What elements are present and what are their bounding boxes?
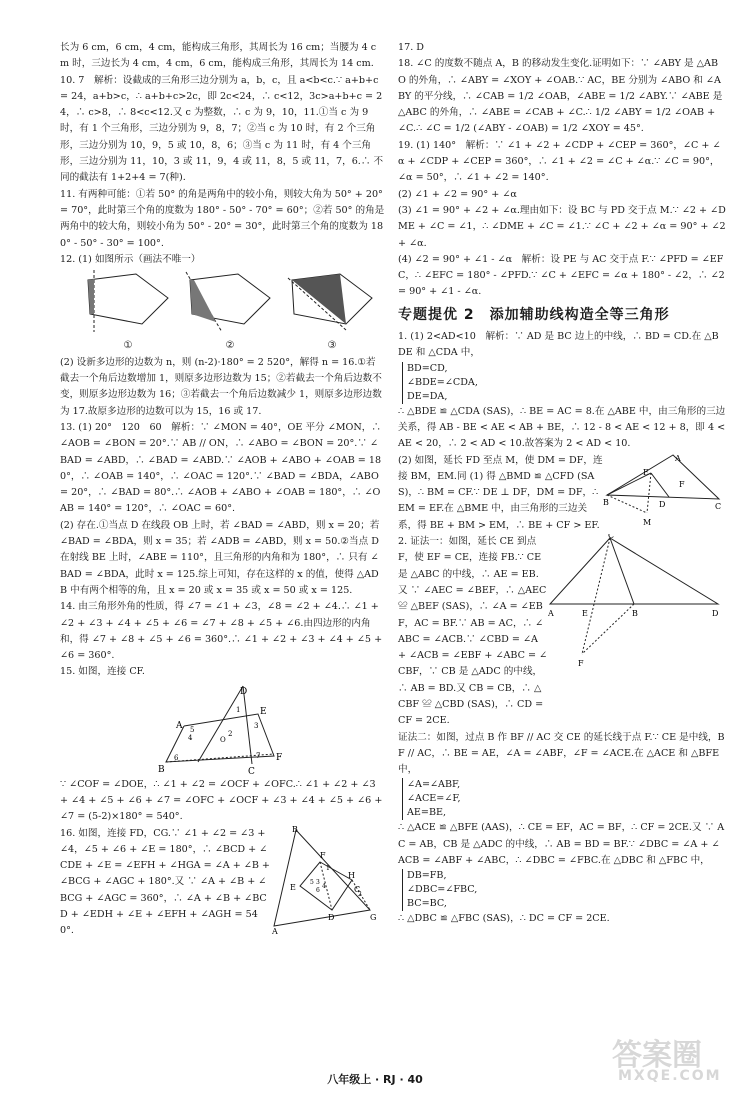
figure-15-point-A: A [175, 720, 182, 731]
figure-15-angle-5: 5 [189, 725, 194, 734]
figure-16-point-H: H [348, 870, 355, 880]
figure-15-angle-1: 1 [235, 705, 240, 714]
answer-12-part1: 12. (1) 如图所示（画法不唯一） [60, 253, 201, 265]
figure-topic-2-point-B: B [632, 609, 638, 619]
figure-15-point-E: E [259, 706, 267, 717]
figure-16-angle-2: 2 [358, 890, 362, 898]
answer-14: 14. 由三角形外角的性质，得 ∠7 = ∠1 + ∠3，∠8 = ∠2 + ∠4.∴ ∠1 + ∠2 + ∠3 + ∠4 + ∠5 + ∠6 = ∠7 + ∠8 + ∠5 + ∠6.由四边形的内角和，得 ∠7 + ∠8 + ∠5 + ∠6 = 360°.∴ ∠1 + ∠2 + ∠3 + ∠4 + ∠5 + ∠6 = 360°. [60, 601, 383, 662]
figure-15-angle-4: 4 [187, 733, 192, 742]
figure-15-angle-2: 2 [227, 729, 232, 738]
figure-topic-2-point-E: E [582, 609, 588, 619]
answer-19-part4: (4) ∠2 = 90° + ∠1 - ∠α 解析：设 PE 与 AC 交于点 F.∵ ∠PFD = ∠EFC，∴ ∠EFC = 180° - ∠PFD.∵ ∠C + ∠EFC = ∠α + 180° - ∠2，∴ ∠2 = 90° + ∠1 - ∠α. [398, 253, 725, 298]
figure-16-point-F: F [320, 850, 326, 860]
topic-2-proof-1: 2. 证法一：如图，延长 CE 到点 F，使 EF = CE，连接 FB.∵ CE 是 △ABC 的中线，∴ AE = EB.又 ∵ ∠AEC = ∠BEF，∴ △AEC ≌ △BEF (SAS)，∴ ∠A = ∠EBF，AC = BF.∵ AB = AC，∴ ∠ABC = ∠ACB.∵ ∠CBD = ∠A + ∠ACB = ∠EBF + ∠ABC = ∠CBF，∵ CB 是 △ADC 的中线，∴ AB = BD.又 CB = CB，∴ △CBF ≌ △CBD (SAS)，∴ CD = CF = 2CE. [398, 536, 548, 727]
figure-12-polygon-2 [182, 270, 278, 355]
topic-2-proof-2-conclusion: ∴ △DBC ≌ △FBC (SAS)，∴ DC = CF = 2CE. [398, 913, 610, 925]
figure-15-angle-3: 3 [253, 721, 258, 730]
figure-topic-1 [603, 453, 723, 533]
answer-13-part2: (2) 存在.①当点 D 在线段 OB 上时，若 ∠BAD = ∠ABD，则 x = 20；若 ∠BAD = ∠BDA，则 x = 35；若 ∠ADB = ∠ABD，则 x = 50.②当点 D 在射线 BE 上时，∠ABE = 110°，且三角形的内角和为 180°，∴ 只有 ∠BAD = ∠BDA，此时 x = 125.综上可知，存在这样的 x 的值，使得 △ADB 中有两个相等的角，且 x = 20 或 x = 35 或 x = 50 或 x = 125. [60, 519, 380, 596]
figure-topic-1-point-C: C [715, 501, 722, 511]
figure-12-label-2: ② [225, 340, 235, 352]
figure-15-point-O: O [219, 735, 226, 744]
figure-16-angle-6: 6 [316, 886, 320, 894]
figure-15-point-F: F [275, 752, 282, 763]
watermark-url: MXQE.COM [618, 1068, 722, 1084]
figure-12-polygons [80, 270, 380, 355]
topic-2-proof-2: 证法二：如图，过点 B 作 BF // AC 交 CE 的延长线于点 F.∵ CE 是中线，BF // AC，∴ BE = AE，∠A = ∠ABF，∠F = ∠ACE.在 △ACE 和 △BFE 中， [398, 731, 725, 776]
figure-12-label-3: ③ [327, 340, 337, 352]
answer-17: 17. D [398, 42, 424, 53]
right-column [398, 40, 726, 928]
topic-1-part1-conclusion: ∴ △BDE ≌ △CDA (SAS)，∴ BE = AC = 8.在 △ABE 中，由三角形的三边关系，得 AB - BE < AE < AB + BE，∴ 12 - 8 < AE < 12 + 8，即 4 < AE < 20，∴ 2 < AD < 10.故答案为 2 < AD < 10. [398, 405, 726, 450]
figure-15-angle-6: 6 [173, 753, 178, 762]
figure-16-angle-1: 1 [326, 864, 330, 872]
figure-16-point-B: B [292, 825, 298, 834]
brace-condition-2 [402, 778, 461, 820]
topic-2-proof-1-block [398, 534, 726, 730]
answer-16: 16. 如图，连接 FD，CG.∵ ∠1 + ∠2 = ∠3 + ∠4，∠5 + ∠6 + ∠E = 180°，∴ ∠BCD + ∠CDE + ∠E = ∠EFH + ∠HGA = ∠A + ∠B + ∠BCG + ∠AGC + 180°.又 ∵ ∠A + ∠B + ∠BCG + ∠AGC = 360°，∴ ∠A + ∠B + ∠BCD + ∠EDH + ∠E + ∠EFH + ∠AGH = 540°. [60, 827, 270, 937]
figure-topic-1-point-B: B [603, 497, 609, 507]
watermark [600, 1030, 740, 1090]
answer-15-proof: ∵ ∠COF = ∠DOE，∴ ∠1 + ∠2 = ∠OCF + ∠OFC.∴ ∠1 + ∠2 + ∠3 + ∠4 + ∠5 + ∠6 + ∠7 = ∠OFC + ∠OCF + ∠3 + ∠4 + ∠5 + ∠6 + ∠7 = (5-2)×180° = 540°. [60, 778, 383, 823]
figure-15 [148, 684, 298, 774]
topic-1-part1: 1. (1) 2<AD<10 解析：∵ AD 是 BC 边上的中线，∴ BD = CD.在 △BDE 和 △CDA 中， [398, 331, 719, 359]
figure-16-angle-4: 4 [322, 882, 326, 890]
figure-15-point-B: B [157, 764, 165, 774]
topic-1-part2-block [398, 453, 726, 534]
answer-10: 10. 7 解析：设截成的三角形三边分别为 a，b，c，且 a<b<c.∵ a+b+c = 24，a+b>c，∴ a+b+c>2c，即 2c<24，∴ c<12，3c>a+b+c = 24，∴ c>8，∴ 8<c<12.又 c 为整数，∴ c 为 9，10，11.①当 c 为 9 时，有 1 个三角形，三边分别为 9，8，7；②当 c 为 10 时，有 2 个三角形，三边分别为 10，9，5 或 10，8，6；③当 c 为 11 时，有 4 个三角形，三边分别为 11，10，3 或 11，9，4 或 11，8，5 或 11，7，6.∴ 不同的截法有 1+2+4 = 7(种). [60, 74, 384, 184]
brace-condition-1 [402, 362, 478, 404]
answer-15-intro: 15. 如图，连接 CF. [60, 666, 145, 678]
topic-2-proof-2-continued: ∴ △ACE ≌ △BFE (AAS)，∴ CE = EF，AC = BF，∴ CF = 2CE.又 ∵ AC = AB，CB 是 △ADC 的中线，∴ AB = BD = BF.∵ ∠DBC = ∠A + ∠ACB = ∠ABF + ∠ABC，∴ ∠DBC = ∠FBC.在 △DBC 和 △FBC 中， [398, 822, 725, 867]
brace-2-line-3: AE=BE, [407, 807, 447, 819]
answer-12-part2: (2) 设新多边形的边数为 n，则 (n-2)·180° = 2 520°，解得 n = 16.①若截去一个角后边数增加 1，则原多边形边数为 15；②若截去一个角后边数不变，则原多边形边数为 16；③若截去一个角后边数减少 1，则原多边形边数为 17.故原多边形的边数可以为 15，16 或 17. [60, 356, 382, 417]
answer-9-continued: 长为 6 cm，6 cm，4 cm，能构成三角形，其周长为 16 cm；当腰为 4 cm 时，三边长为 4 cm，4 cm，6 cm，能构成三角形，其周长为 14 cm. [60, 42, 377, 70]
figure-16-angle-5: 5 [310, 878, 314, 886]
brace-2-line-1: ∠A=∠ABF, [407, 779, 461, 791]
figure-topic-1-point-M: M [643, 517, 652, 527]
figure-topic-2 [548, 534, 723, 669]
brace-1-line-3: DE=DA, [407, 390, 448, 402]
figure-16-angle-3: 3 [316, 878, 320, 886]
figure-topic-1-point-F: F [679, 479, 685, 489]
figure-16-point-D: D [328, 912, 335, 922]
answer-18: 18. ∠C 的度数不随点 A，B 的移动发生变化.证明如下：∵ ∠ABY 是 △ABO 的外角，∴ ∠ABY = ∠XOY + ∠OAB.∵ AC，BE 分别为 ∠ABO 和 ∠ABY 的平分线，∴ ∠CAB = 1/2 ∠OAB，∠ABE = 1/2 ∠ABY.∵ ∠ABE 是 △ABC 的外角，∴ ∠ABE = ∠CAB + ∠C.∴ 1/2 ∠ABY = 1/2 ∠OAB + ∠C.∴ ∠C = 1/2 (∠ABY - ∠OAB) = 1/2 ∠XOY = 45°. [398, 58, 723, 135]
brace-3-line-3: BC=BC, [407, 898, 447, 910]
figure-topic-1-point-E: E [643, 467, 649, 477]
answer-13-part1: 13. (1) 20° 120 60 解析：∵ ∠MON = 40°，OE 平分 ∠MON，∴ ∠AOB = ∠BON = 20°.∵ AB // ON，∴ ∠ABO = ∠BON = 20°.∵ ∠BAD = ∠ABD，∴ ∠BAD = ∠ABD.∵ ∠AOB + ∠ABO + ∠OAB = 180°，∴ ∠OAB = 140°，∴ ∠OAC = 120°.∵ ∠BAD = ∠BDA，∠ABO = 20°，∴ ∠BAD = 80°.∴ ∠AOB + ∠ABO + ∠OAB = 180°，∴ ∠OAB = 140° = 120°，∴ ∠OAC = 60°. [60, 421, 382, 515]
brace-1-line-1: BD=CD, [407, 362, 448, 374]
brace-condition-3 [402, 869, 477, 911]
figure-topic-2-point-A: A [548, 609, 554, 619]
brace-3-line-1: DB=FB, [407, 870, 447, 882]
answer-19-part2: (2) ∠1 + ∠2 = 90° + ∠α [398, 188, 517, 200]
figure-12-polygon-3 [284, 270, 380, 355]
brace-2-line-2: ∠ACE=∠F, [407, 793, 461, 805]
figure-15-angle-7: 7 [255, 751, 260, 760]
topic-1-part2: (2) 如图，延长 FD 至点 M，使 DM = DF，连接 BM，EM.同 (1) 得 △BMD ≌ △CFD (SAS)，∴ BM = CF.∵ DE ⊥ DF，DM = DF，∴ EM = EF.在 △BME 中，由三角形的三边关系，得 BE + BM > EM，∴ BE + CF > EF. [398, 454, 603, 531]
answer-19-part1: 19. (1) 140° 解析：∵ ∠1 + ∠2 + ∠CDP + ∠CEP = 360°，∠C + ∠α + ∠CDP + ∠CEP = 360°，∴ ∠1 + ∠2 = ∠C + ∠α.∵ ∠C = 90°，∠α = 50°，∴ ∠1 + ∠2 = 140°. [398, 139, 721, 184]
figure-12-polygon-1 [80, 270, 176, 355]
figure-15-point-C: C [247, 766, 255, 774]
figure-topic-2-point-D: D [712, 609, 719, 619]
figure-16-point-G: G [370, 912, 377, 922]
figure-16 [270, 826, 380, 936]
answer-11: 11. 有两种可能：①若 50° 的角是两角中的较小角，则较大角为 50° + 20° = 70°，此时第三个角的度数为 180° - 50° - 70° = 60°；②若 50° 的角是两角中的较大角，则较小角为 50° - 20° = 30°，此时第三个角的度数为 180° - 50° - 30° = 100°. [60, 188, 385, 249]
figure-12-label-1: ① [123, 340, 133, 352]
page-footer: 八年级上 · RJ · 40 [327, 1073, 423, 1086]
figure-topic-2-point-C: C [608, 534, 615, 541]
answer-19-part3: (3) ∠1 = 90° + ∠2 + ∠α.理由如下：设 BC 与 PD 交于点 M.∵ ∠2 + ∠DME + ∠C = ∠1，∴ ∠DME + ∠C = ∠1.∵ ∠C + ∠2 + ∠α = 90° + ∠2 + ∠α. [398, 204, 726, 249]
section-title: 专题提优 2 添加辅助线构造全等三角形 [398, 306, 670, 323]
brace-1-line-2: ∠BDE=∠CDA, [407, 376, 478, 388]
figure-topic-2-point-F: F [578, 659, 584, 669]
figure-15-point-D: D [239, 686, 247, 697]
figure-16-point-C: C [354, 884, 361, 894]
figure-topic-1-point-A: A [675, 453, 681, 463]
left-column [60, 40, 385, 940]
brace-3-line-2: ∠DBC=∠FBC, [407, 884, 478, 896]
answer-16-block [60, 826, 385, 940]
figure-topic-1-point-D: D [659, 499, 666, 509]
figure-16-point-A: A [272, 926, 278, 936]
watermark-title: 答案圈 [612, 1038, 702, 1073]
figure-16-point-E: E [290, 882, 296, 892]
